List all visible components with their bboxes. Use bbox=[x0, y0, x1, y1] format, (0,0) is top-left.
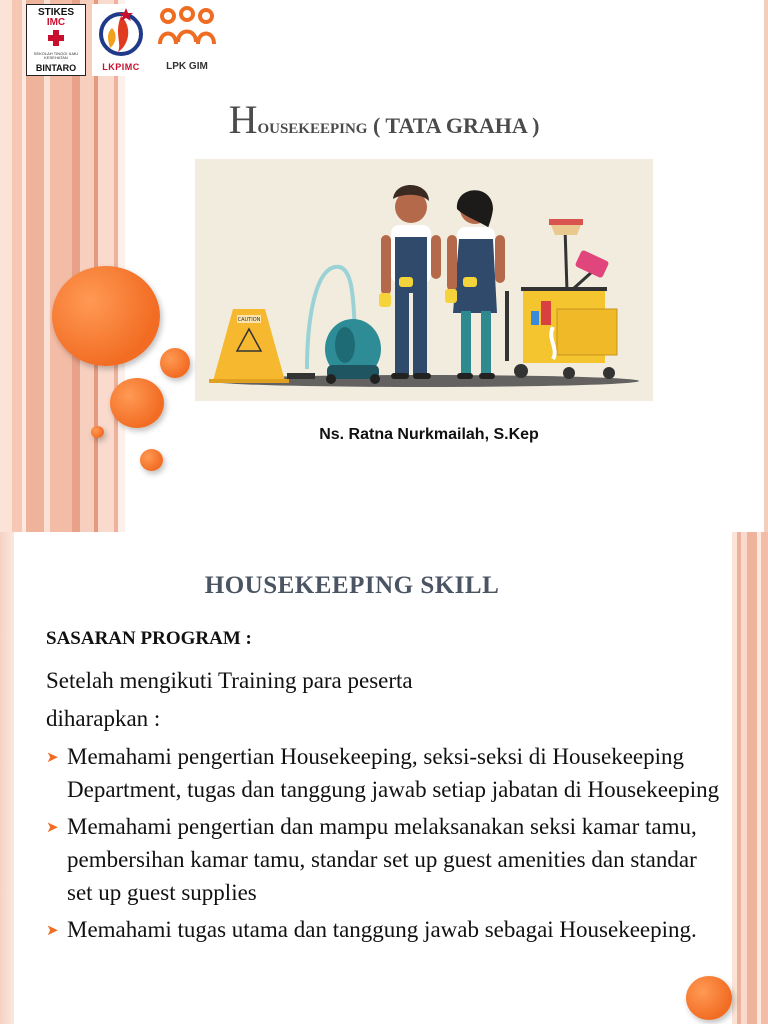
male-cleaner-icon bbox=[379, 185, 441, 379]
intro-line: Setelah mengikuti Training para peserta bbox=[46, 668, 413, 693]
caution-sign-icon bbox=[209, 309, 289, 383]
logo-text: LPK GIM bbox=[166, 61, 208, 72]
vacuum-cleaner-icon bbox=[287, 267, 381, 384]
page-title bbox=[0, 96, 768, 143]
list-item bbox=[46, 810, 726, 909]
logo-row bbox=[26, 4, 218, 76]
svg-text:CAUTION: CAUTION bbox=[237, 317, 261, 323]
stikes-imc-logo bbox=[26, 4, 86, 76]
left-edge-stripe bbox=[0, 532, 14, 1024]
decorative-circle-small-2 bbox=[140, 449, 163, 471]
people-group-icon bbox=[156, 4, 218, 54]
female-cleaner-icon bbox=[445, 190, 505, 379]
bullet-arrow-icon: ➤ bbox=[46, 921, 59, 939]
intro-text bbox=[46, 662, 696, 738]
housekeeping-illustration bbox=[195, 159, 653, 401]
bullet-arrow-icon: ➤ bbox=[46, 748, 59, 766]
content-slide bbox=[0, 532, 768, 1024]
list-item-text: Memahami pengertian Housekeeping, seksi-seksi di Housekeeping Department, tugas dan tanggung jawab setiap jabatan di Housekeeping bbox=[67, 744, 720, 802]
objectives-list bbox=[46, 740, 726, 950]
bullet-arrow-icon: ➤ bbox=[46, 818, 59, 836]
list-item-text: Memahami pengertian dan mampu melaksanakan seksi kamar tamu, pembersihan kamar tamu, standar set up guest amenities dan standar set up guest supplies bbox=[67, 814, 697, 905]
lkpimc-emblem-icon bbox=[92, 4, 150, 60]
cleaning-cart-icon bbox=[505, 219, 617, 379]
right-decorative-stripes bbox=[732, 532, 768, 1024]
title-text: ousekeeping ( TATA GRAHA ) bbox=[257, 113, 540, 138]
intro-line: diharapkan : bbox=[46, 706, 161, 731]
decorative-circle-large bbox=[52, 266, 160, 366]
lpk-gim-logo bbox=[156, 4, 218, 76]
decorative-circle-corner bbox=[686, 976, 732, 1020]
title-initial: H bbox=[228, 97, 258, 142]
red-cross-icon bbox=[48, 30, 64, 46]
right-edge-stripe bbox=[764, 0, 768, 532]
list-item bbox=[46, 913, 726, 946]
decorative-circle-small bbox=[160, 348, 190, 378]
author-name: Ns. Ratna Nurkmailah, S.Kep bbox=[319, 426, 539, 443]
decorative-circle-tiny bbox=[91, 426, 104, 438]
logo-text: LKPIMC bbox=[102, 62, 140, 72]
logo-text: BINTARO bbox=[35, 63, 77, 73]
list-item-text: Memahami tugas utama dan tanggung jawab sebagai Housekeeping. bbox=[67, 917, 697, 942]
logo-text: SEKOLAH TINGGI ILMU KESEHATAN bbox=[33, 51, 79, 60]
decorative-circle-medium bbox=[110, 378, 164, 428]
section-heading: SASARAN PROGRAM : bbox=[46, 628, 252, 649]
slide-title: HOUSEKEEPING SKILL bbox=[204, 572, 500, 599]
cleaning-staff-illustration bbox=[195, 159, 653, 401]
logo-text: IMC bbox=[46, 17, 66, 28]
logo-text: STIKES bbox=[37, 7, 75, 18]
lkpimc-logo bbox=[92, 4, 150, 76]
list-item bbox=[46, 740, 726, 806]
